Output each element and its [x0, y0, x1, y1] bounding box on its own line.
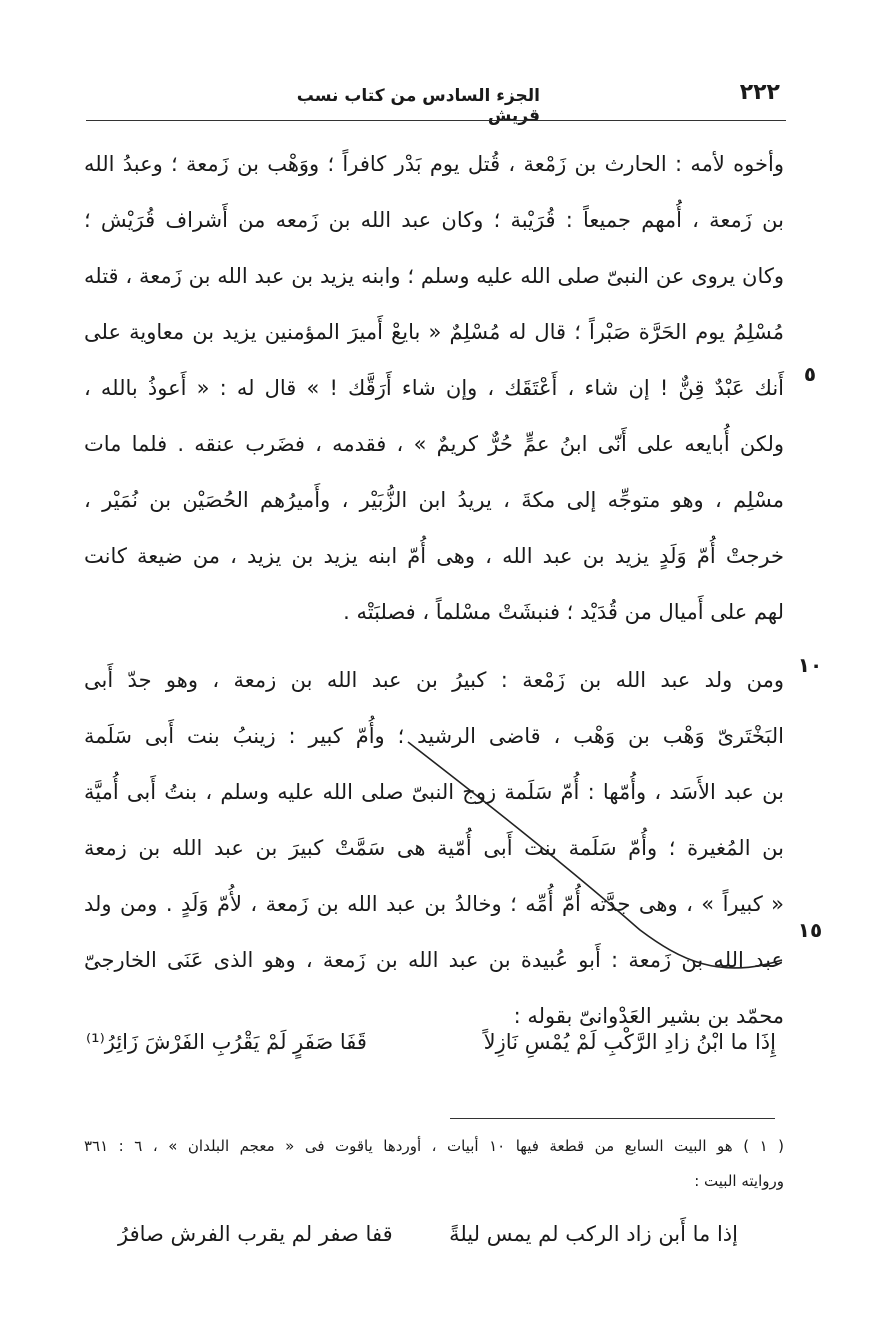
text-line: مُسْلِمُ يوم الحَرَّة صَبْراً ؛ قال له مُسْلِمٌ « بايعْ أَميرَ المؤمنين يزيد بن معاوية على [84, 320, 784, 344]
text-line: محمّد بن بشير العَدْوانىّ بقوله : [513, 1004, 784, 1028]
header-rule [86, 120, 786, 121]
footnote-verse [118, 1222, 738, 1262]
text-line: بن زَمعة ، أُمهم جميعاً : قُرَيْبة ؛ وكان عبد الله بن زَمعه من أَشراف قُرَيْش ؛ [84, 208, 784, 232]
paragraph-1 [84, 136, 784, 640]
text-line: عبد الله بن زَمعة : أَبو عُبيدة بن عبد الله بن زَمعة ، وهو الذى عَنَى الخارجىّ [84, 948, 784, 972]
footnote-verse-second-hemistich: قفا صفر لم يقرب الفرش صافرُ [118, 1222, 393, 1246]
text-line: وكان يروى عن النبىّ صلى الله عليه وسلم ؛ وابنه يزيد بن عبد الله بن زَمعة ، قتله [84, 264, 784, 288]
footnote-rule [450, 1118, 775, 1119]
text-line: ولكن أُبايعه على أَنّى ابنُ عمٍّ حُرٌّ كريمٌ » ، فقدمه ، فضَرب عنقه . فلما مات [84, 432, 784, 456]
running-title: الجزء السادس من كتاب نسب قريش [296, 86, 540, 126]
verse-first-hemistich: إِذَا ما ابْنُ زادِ الرَّكْبِ لَمْ يُمْسِ نَازِلاً [483, 1030, 776, 1054]
line-number-15: ١٥ [797, 918, 823, 942]
line-number-5: ٥ [803, 362, 817, 386]
text-line: البَخْتَرىّ وَهْب بن وَهْب ، قاضى الرشيد ؛ وأُمّ كبير : زينبُ بنت أَبى سَلَمة [84, 724, 784, 748]
text-line: مسْلِم ، وهو متوجِّه إلى مكةَ ، يريدُ ابن الزُّبَيْر ، وأَميرُهم الحُصَيْن بن نُمَيْر ، [84, 488, 784, 512]
footnote-line: ( ١ ) هو البيت السابع من قطعة فيها ١٠ أبيات ، أوردها ياقوت فى « معجم البلدان » ، ٦ : ٣٦١ [84, 1137, 785, 1155]
line-number-10: ١٠ [797, 653, 823, 677]
footnote-line: وروايته البيت : [694, 1172, 784, 1190]
text-line: بن المُغيرة ؛ وأُمّ سَلَمة بنت أَبى أُمّية هى سَمَّتْ كبيرَ بن عبد الله بن زمعة [84, 836, 784, 860]
footnote-verse-first-hemistich: إذا ما أَبن زاد الركب لم يمس ليلةً [449, 1222, 738, 1246]
text-line: لهم على أَميال من قُدَيْد ؛ فنبشَتْ مسْلماً ، فصلبَتْه . [343, 600, 784, 624]
paragraph-2 [84, 652, 784, 1044]
poem-verse [86, 1030, 776, 1080]
text-line: خرجتْ أُمّ وَلَدٍ يزيد بن عبد الله ، وهى أُمّ ابنه يزيد بن يزيد ، من ضيعة كانت [84, 544, 784, 568]
text-line: وأخوه لأمه : الحارث بن زَمْعة ، قُتل يوم بَدْر كافراً ؛ ووَهْب بن زَمعة ؛ وعبدُ الله [84, 152, 784, 176]
text-line: « كبيراً » ، وهى جدَّته أُمّ أُمِّه ؛ وخالدُ بن عبد الله بن زَمعة ، لأُمّ وَلَدٍ . ومن ولد [84, 892, 784, 916]
text-line: ومن ولد عبد الله بن زَمْعة : كبيرُ بن عبد الله بن زمعة ، وهو جدّ أَبى [84, 668, 784, 692]
text-line: بن عبد الأَسَد ، وأُمّها : أُمّ سَلَمة زوج النبىّ صلى الله عليه وسلم ، بنتُ أَبى أُميَّة [84, 780, 784, 804]
text-line: أَنك عَبْدٌ قِنٌّ ! إن شاء ، أَعْتَقَك ، وإن شاء أَرَقَّك ! » قال له : « أَعوذُ بالله ، [84, 376, 784, 400]
verse-second-hemistich: قَفَا صَفَرٍ لَمْ يَقْرُبِ الفَرْشَ زَائِرُ⁽¹⁾ [86, 1030, 367, 1054]
page-number: ٢٢٢ [739, 80, 780, 105]
